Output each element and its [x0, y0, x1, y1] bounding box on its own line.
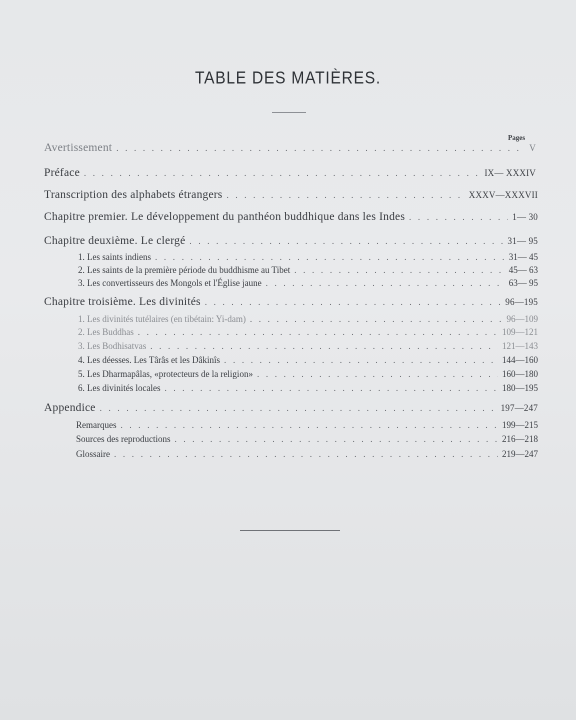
- toc-entry-pages: 216—218: [502, 434, 538, 444]
- leader-dots: [224, 355, 498, 365]
- leader-dots: [114, 449, 498, 459]
- toc-entry: [44, 402, 538, 414]
- toc-entry-pages: 63— 95: [508, 278, 538, 288]
- toc-entry-label: Chapitre premier. Le développement du panthéon buddhique dans les Indes: [44, 211, 406, 223]
- title-rule: [272, 112, 306, 113]
- toc-entry-label: 2. Les Buddhas: [78, 327, 134, 337]
- toc-entry-pages: IX— XXXIV: [484, 168, 536, 178]
- leader-dots: [205, 297, 502, 307]
- toc-entry-pages: 199—215: [502, 420, 538, 430]
- toc-entry-label: 3. Les convertisseurs des Mongols et l'Église jaune: [78, 278, 262, 288]
- toc-subentry: [78, 314, 538, 324]
- toc-entry-label: 6. Les divinités locales: [78, 383, 161, 393]
- page-title: TABLE DES MATIÈRES.: [194, 68, 382, 89]
- toc-entry-pages: 197—247: [500, 403, 538, 413]
- toc-subentry: [78, 341, 538, 351]
- leader-dots: [138, 327, 498, 337]
- leader-dots: [409, 212, 508, 222]
- toc-entry-pages: V: [529, 143, 536, 153]
- toc-entry-pages: 96—195: [505, 297, 538, 307]
- toc-subentry: [76, 434, 538, 444]
- leader-dots: [164, 383, 498, 393]
- toc-entry-label: Appendice: [44, 402, 96, 414]
- toc-entry: [44, 235, 538, 247]
- toc-entry-pages: 96—109: [506, 314, 538, 324]
- toc-entry-pages: 45— 63: [508, 265, 538, 275]
- leader-dots: [257, 369, 498, 379]
- leader-dots: [226, 190, 464, 200]
- toc-entry-pages: 121—143: [502, 341, 538, 351]
- toc-subentry: [78, 383, 538, 393]
- toc-entry-label: Chapitre deuxième. Le clergé: [44, 235, 186, 247]
- toc-entry-pages: 219—247: [502, 449, 538, 459]
- leader-dots: [250, 314, 503, 324]
- toc-entry-pages: 1— 30: [512, 212, 538, 222]
- leader-dots: [189, 236, 503, 246]
- closing-rule: [240, 530, 340, 531]
- toc-entry-pages: XXXV—XXXVII: [468, 190, 538, 200]
- toc-entry: [44, 211, 538, 223]
- leader-dots: [174, 434, 498, 444]
- toc-entry: [44, 142, 536, 154]
- leader-dots: [155, 252, 505, 262]
- toc-entry: [44, 189, 538, 201]
- toc-entry-label: Préface: [44, 167, 80, 179]
- toc-entry-label: 1. Les saints indiens: [78, 252, 151, 262]
- toc-subentry: [76, 449, 538, 459]
- toc-entry: [44, 167, 536, 179]
- toc-entry-pages: 31— 45: [508, 252, 538, 262]
- leader-dots: [116, 143, 525, 153]
- toc-entry-pages: 144—160: [502, 355, 538, 365]
- toc-entry-label: Glossaire: [76, 449, 110, 459]
- toc-entry-label: Sources des reproductions: [76, 434, 171, 444]
- leader-dots: [121, 420, 499, 430]
- pages-column-header: Pages: [508, 134, 526, 142]
- toc-entry-label: 1. Les divinités tutélaires (en tibétain: Yi-dam): [78, 314, 246, 324]
- toc-subentry: [78, 369, 538, 379]
- leader-dots: [294, 265, 505, 275]
- toc-entry-pages: 31— 95: [507, 236, 538, 246]
- toc-entry-label: Remarques: [76, 420, 117, 430]
- toc-subentry: [78, 355, 538, 365]
- toc-entry: [44, 296, 538, 308]
- toc-entry-label: 3. Les Bodhisatvas: [78, 341, 147, 351]
- toc-entry-label: 2. Les saints de la première période du buddhisme au Tibet: [78, 265, 291, 275]
- toc-subentry: [78, 327, 538, 337]
- leader-dots: [100, 403, 497, 413]
- toc-entry-label: Transcription des alphabets étrangers: [44, 189, 223, 201]
- toc-subentry: [78, 278, 538, 288]
- toc-entry-label: 4. Les déesses. Les Târâs et les Dâkinîs: [78, 355, 221, 365]
- leader-dots: [84, 168, 481, 178]
- toc-subentry: [78, 252, 538, 262]
- toc-entry-label: Chapitre troisième. Les divinités: [44, 296, 201, 308]
- toc-subentry: [78, 265, 538, 275]
- toc-entry-pages: 180—195: [502, 383, 538, 393]
- toc-entry-label: Avertissement: [44, 142, 113, 154]
- toc-entry-pages: 109—121: [502, 327, 538, 337]
- toc-entry-label: 5. Les Dharmapâlas, «protecteurs de la religion»: [78, 369, 253, 379]
- toc-subentry: [76, 420, 538, 430]
- toc-entry-pages: 160—180: [502, 369, 538, 379]
- leader-dots: [266, 278, 505, 288]
- leader-dots: [150, 341, 498, 351]
